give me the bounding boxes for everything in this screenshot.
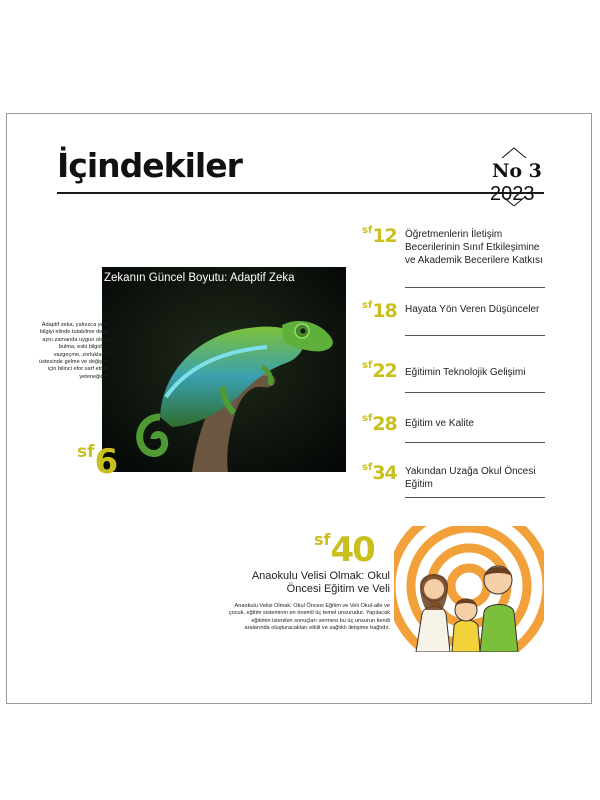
featured-description: Adaptif zeka, yalnızca yeni bilgiyi elinde tutabilme değil aynı zamanda uygun olanı bulma, eski bilgiden vazgeçme, zorlukların üstesinde gelme ve değişim için bilinci efor sarf etme yeteneğidir. — [38, 322, 108, 380]
featured-page: 6 — [94, 442, 119, 482]
toc-sf-prefix: sf — [362, 413, 373, 424]
toc-page-number: 34 — [372, 462, 397, 484]
article-description: Anaokulu Velisi Olmak: Okul Öncesi Eğitim ve Veli Okul-aile ve çocuk, eğitim sisteminin en önemli üç temel unsurudur. Yapılacak eğitimin istenilen sonuçları vermesi bu üç unsurun kendi aralarında oluşturacakları etkili ve sağlıklı iletişime bağlıdır. — [228, 603, 390, 632]
toc-title: Eğitim ve Kalite — [405, 418, 474, 429]
toc-page-number: 12 — [372, 225, 397, 247]
toc-divider — [405, 287, 545, 288]
featured-sf-prefix: sf — [77, 442, 95, 462]
toc-page-number: 18 — [372, 300, 397, 322]
toc-title: Yakından Uzağa Okul Öncesi Eğitim — [405, 466, 536, 490]
article-page-number — [314, 530, 374, 570]
toc-divider — [405, 497, 545, 498]
toc-sf-prefix: sf — [362, 360, 373, 371]
toc-sf-prefix: sf — [362, 462, 373, 473]
family-illustration — [394, 526, 544, 652]
featured-page-number — [77, 442, 118, 482]
toc-title: Hayata Yön Veren Düşünceler — [405, 304, 540, 315]
toc-page-number: 22 — [372, 360, 397, 382]
toc-divider — [405, 392, 545, 393]
toc-divider — [405, 442, 545, 443]
issue-badge — [488, 146, 546, 206]
issue-number: No 3 — [492, 160, 542, 182]
article-title: Anaokulu Velisi Olmak: Okul Öncesi Eğitim ve Veli — [251, 570, 390, 595]
article-page: 40 — [330, 530, 374, 570]
toc-page-number: 28 — [372, 413, 397, 435]
title-divider — [57, 192, 544, 194]
chameleon-photo — [102, 267, 346, 472]
toc-divider — [405, 335, 545, 336]
featured-title: Zekanın Güncel Boyutu: Adaptif Zeka — [104, 272, 295, 284]
toc-sf-prefix: sf — [362, 225, 373, 236]
toc-sf-prefix: sf — [362, 300, 373, 311]
toc-title: Öğretmenlerin İletişim Becerilerinin Sınıf Etkileşimine ve Akademik Becerilere Katkısı — [405, 229, 543, 266]
toc-title: Eğitimin Teknolojik Gelişimi — [405, 367, 526, 378]
issue-year: 2023 — [490, 183, 535, 205]
article-sf-prefix: sf — [314, 530, 331, 549]
page-title: İçindekiler — [57, 146, 242, 185]
